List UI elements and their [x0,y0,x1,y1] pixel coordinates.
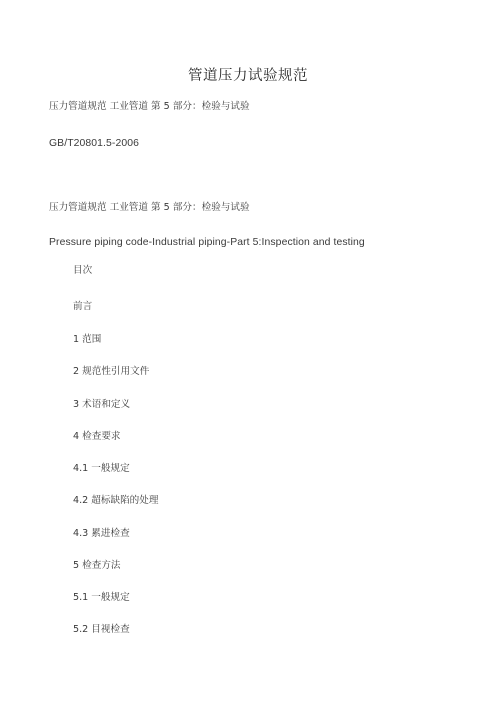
document-title: 管道压力试验规范 [188,68,308,84]
toc-heading: 目次 [73,265,93,276]
toc-item-inspection-requirements: 4 检查要求 [73,431,121,442]
standard-number: GB/T20801.5-2006 [49,138,139,149]
toc-item-5-2: 5.2 目视检查 [73,624,130,635]
subtitle-cn-first: 压力管道规范 工业管道 第 5 部分：检验与试验 [49,101,250,112]
toc-item-4-1: 4.1 一般规定 [73,463,130,474]
subtitle-en: Pressure piping code-Industrial piping-Part 5:Inspection and testing [49,237,365,248]
toc-item-scope: 1 范围 [73,334,102,345]
subtitle-cn-second: 压力管道规范 工业管道 第 5 部分：检验与试验 [49,202,250,213]
toc-item-normative-references: 2 规范性引用文件 [73,366,150,377]
toc-item-4-2: 4.2 超标缺陷的处理 [73,495,159,506]
toc-item-terms-definitions: 3 术语和定义 [73,399,131,410]
toc-item-foreword: 前言 [73,301,93,312]
toc-item-5-1: 5.1 一般规定 [73,592,130,603]
toc-item-inspection-methods: 5 检查方法 [73,560,121,571]
toc-item-4-3: 4.3 累进检查 [73,528,130,539]
